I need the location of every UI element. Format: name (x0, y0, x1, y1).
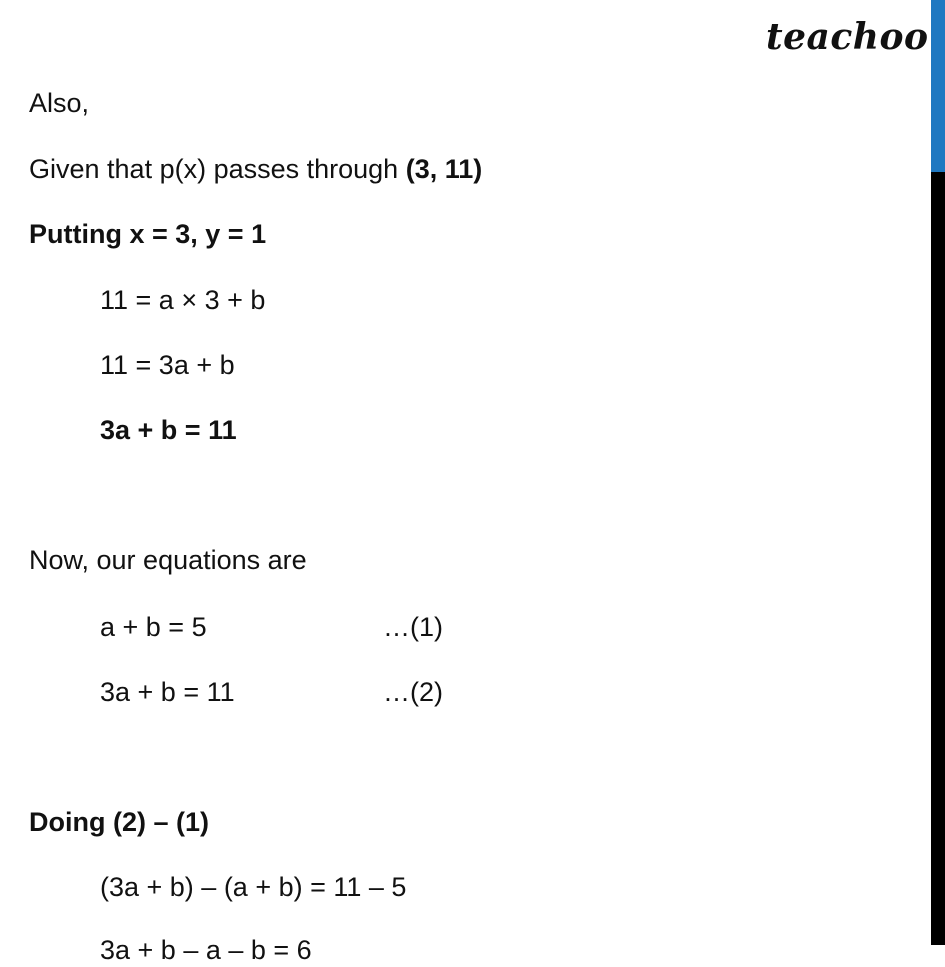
equation-1: a + b = 5 (100, 612, 207, 642)
given-point: (3, 11) (405, 154, 483, 184)
equation-step-2: 11 = 3a + b (100, 350, 235, 380)
subtraction-step-2: 3a + b – a – b = 6 (100, 935, 312, 965)
equation-result: 3a + b = 11 (100, 415, 237, 445)
given-line (29, 152, 482, 186)
equation-2: 3a + b = 11 (100, 677, 235, 707)
right-sidebar-bar (931, 0, 945, 945)
equation-step-1: 11 = a × 3 + b (100, 285, 266, 315)
putting-heading: Putting x = 3, y = 1 (29, 219, 267, 249)
equation-2-ref: …(2) (383, 677, 443, 707)
equations-intro: Now, our equations are (29, 545, 307, 575)
sidebar-accent-block (931, 0, 945, 172)
equation-1-ref: …(1) (383, 612, 443, 642)
doing-heading: Doing (2) – (1) (29, 807, 209, 837)
text-also: Also, (29, 88, 90, 118)
teachoo-logo: teachoo (766, 16, 929, 58)
subtraction-step-1: (3a + b) – (a + b) = 11 – 5 (100, 872, 407, 902)
given-prefix: Given that p(x) passes through (29, 154, 406, 184)
